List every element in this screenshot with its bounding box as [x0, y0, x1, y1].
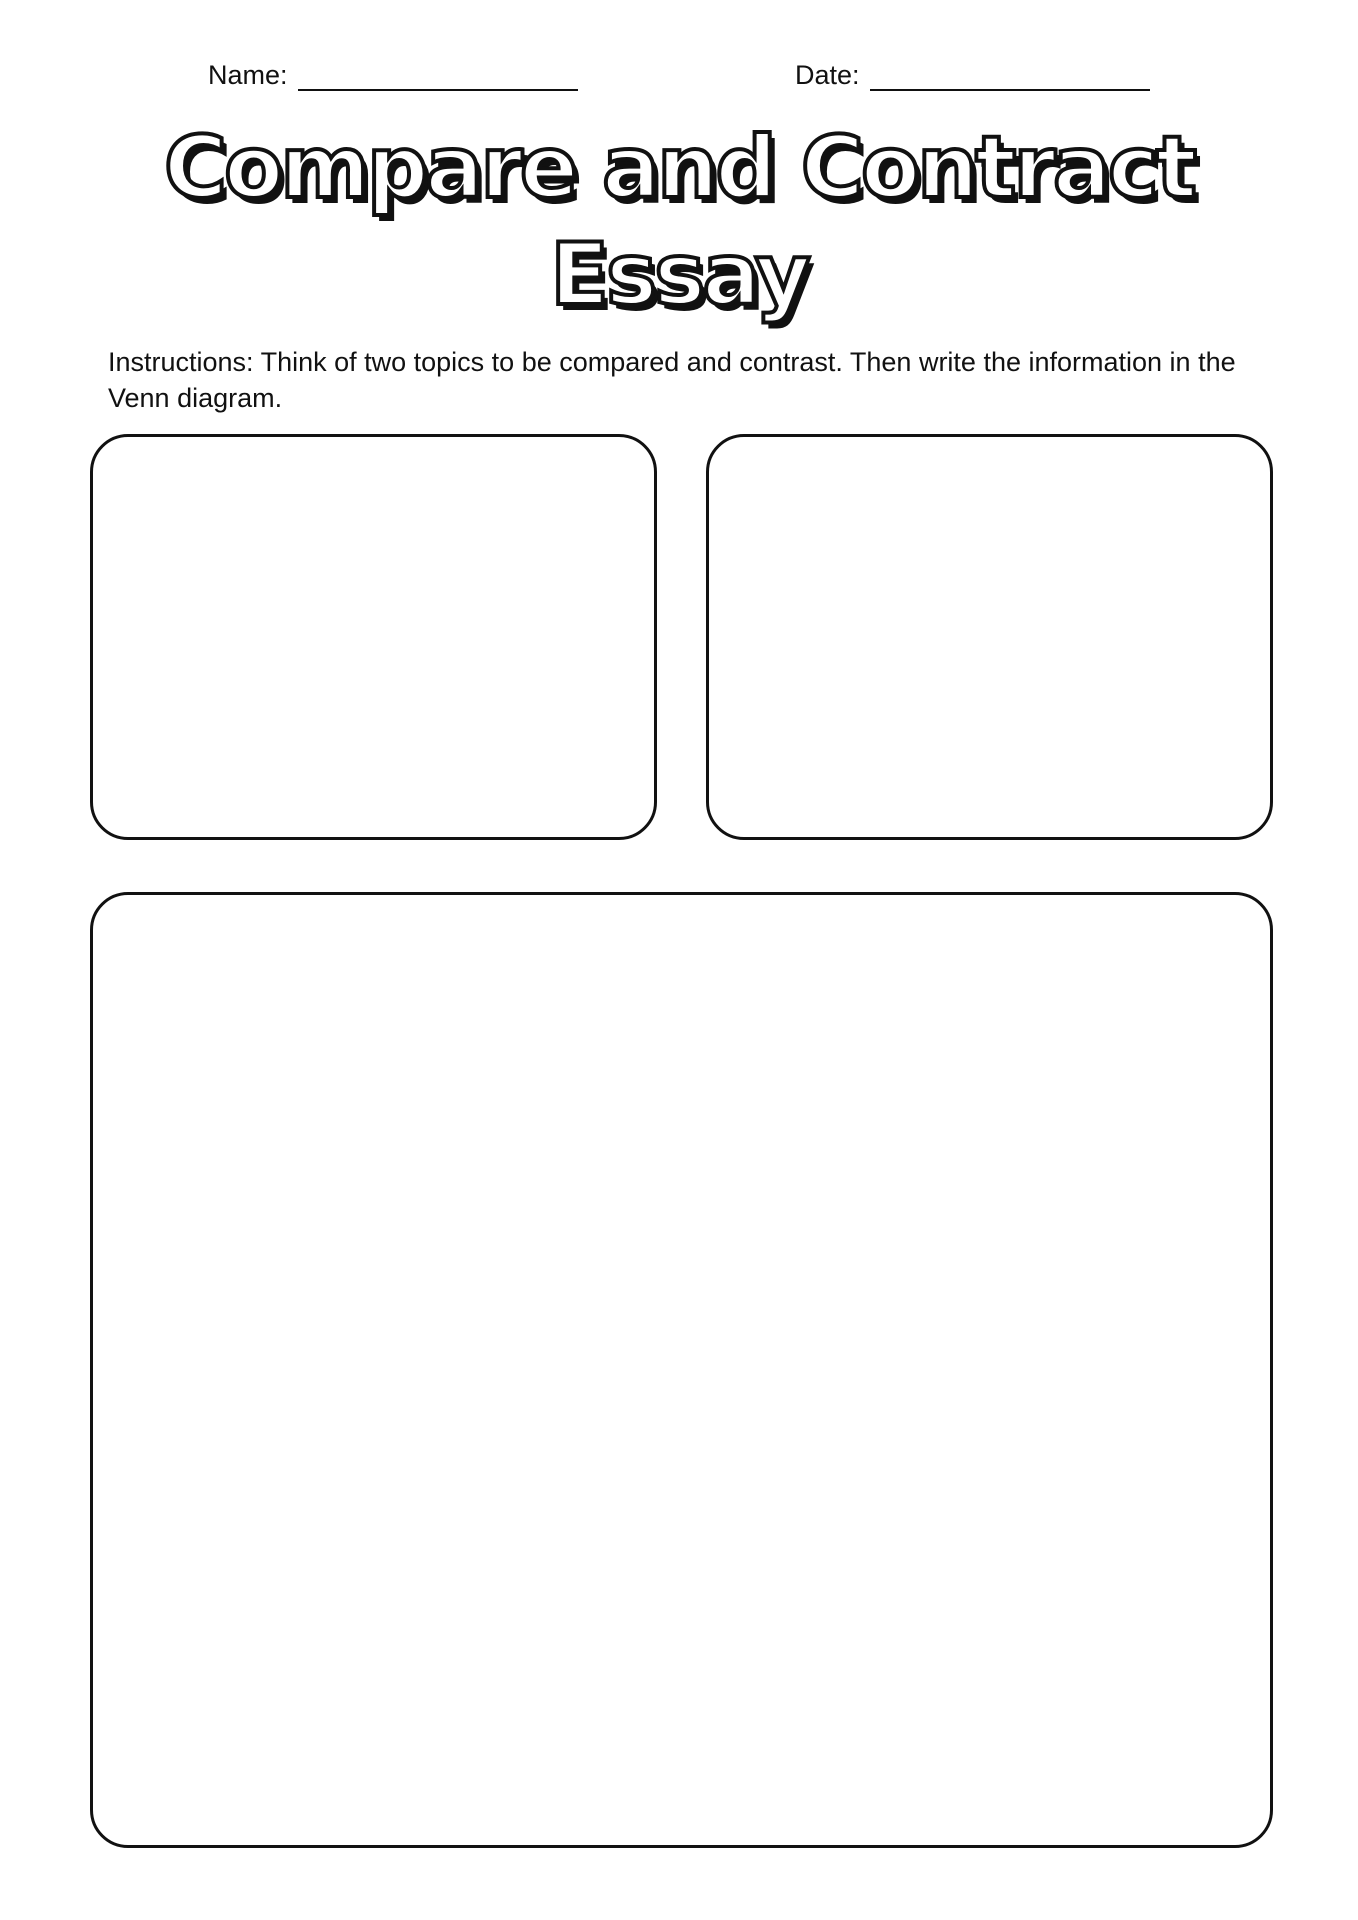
date-blank-line[interactable]: [870, 61, 1150, 91]
name-field: [208, 60, 578, 91]
topic-1-box[interactable]: [90, 434, 657, 840]
date-field: [795, 60, 1150, 91]
instructions-label: Instructions:: [108, 347, 254, 377]
topic-2-box[interactable]: [706, 434, 1273, 840]
instructions-text: Think of two topics to be compared and contrast. Then write the information in the Venn diagram.: [108, 347, 1236, 413]
page-title-line-1: Compare and Contract: [164, 118, 1194, 218]
instructions: [108, 344, 1268, 416]
essay-writing-box[interactable]: [90, 892, 1273, 1848]
name-blank-line[interactable]: [298, 61, 578, 91]
name-label: Name:: [208, 60, 288, 90]
date-label: Date:: [795, 60, 860, 90]
page-title-line-2: Essay: [550, 225, 808, 325]
